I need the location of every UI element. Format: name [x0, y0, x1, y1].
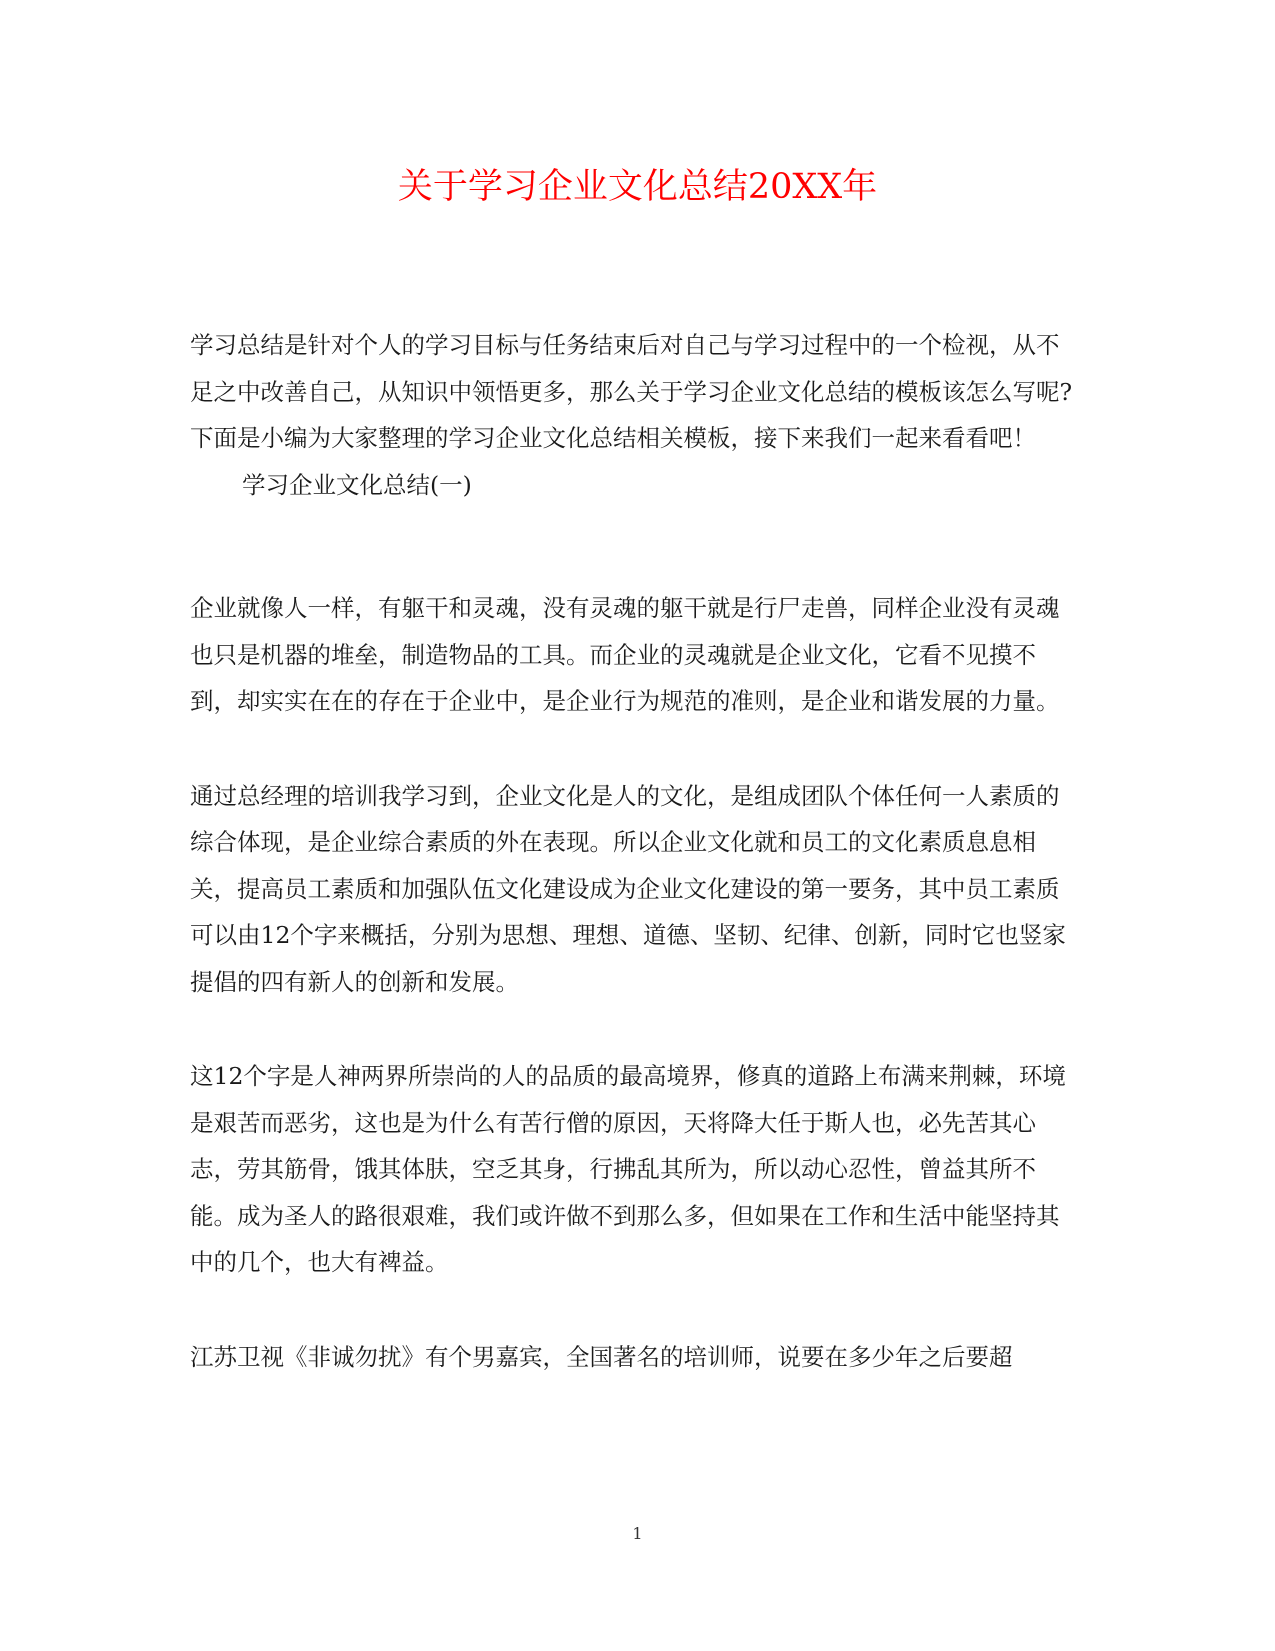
page-number: 1: [632, 1524, 643, 1543]
section-heading: 学习企业文化总结(一): [242, 470, 472, 499]
body-paragraph-4: 江苏卫视《非诚勿扰》有个男嘉宾，全国著名的培训师，说要在多少年之后要超: [190, 1342, 1013, 1371]
intro-paragraph: 学习总结是针对个人的学习目标与任务结束后对自己与学习过程中的一个检视，从不足之中改善自己，从知识中领悟更多，那么关于学习企业文化总结的模板该怎么写呢?下面是小编为大家整理的学习企业文化总结相关模板，接下来我们一起来看看吧！: [190, 331, 1073, 452]
body-paragraph-1: 企业就像人一样，有躯干和灵魂，没有灵魂的躯干就是行尸走兽，同样企业没有灵魂也只是机器的堆垒，制造物品的工具。而企业的灵魂就是企业文化，它看不见摸不到，却实实在在的存在于企业中，是企业行为规范的准则，是企业和谐发展的力量。: [190, 594, 1060, 715]
document-body: [190, 322, 1080, 1380]
document-title: 关于学习企业文化总结20XX年: [397, 167, 878, 207]
body-paragraph-2: 通过总经理的培训我学习到，企业文化是人的文化，是组成团队个体任何一人素质的综合体现，是企业综合素质的外在表现。所以企业文化就和员工的文化素质息息相关，提高员工素质和加强队伍文化建设成为企业文化建设的第一要务，其中员工素质可以由12个字来概括，分别为思想、理想、道德、坚韧、纪律、创新，同时它也竖家提倡的四有新人的创新和发展。: [190, 781, 1066, 996]
body-paragraph-3: 这12个字是人神两界所崇尚的人的品质的最高境界，修真的道路上布满来荆棘，环境是艰苦而恶劣，这也是为什么有苦行僧的原因，天将降大任于斯人也，必先苦其心志，劳其筋骨，饿其体肤，空乏其身，行拂乱其所为，所以动心忍性，曾益其所不能。成为圣人的路很艰难，我们或许做不到那么多，但如果在工作和生活中能坚持其中的几个，也大有裨益。: [190, 1062, 1066, 1276]
